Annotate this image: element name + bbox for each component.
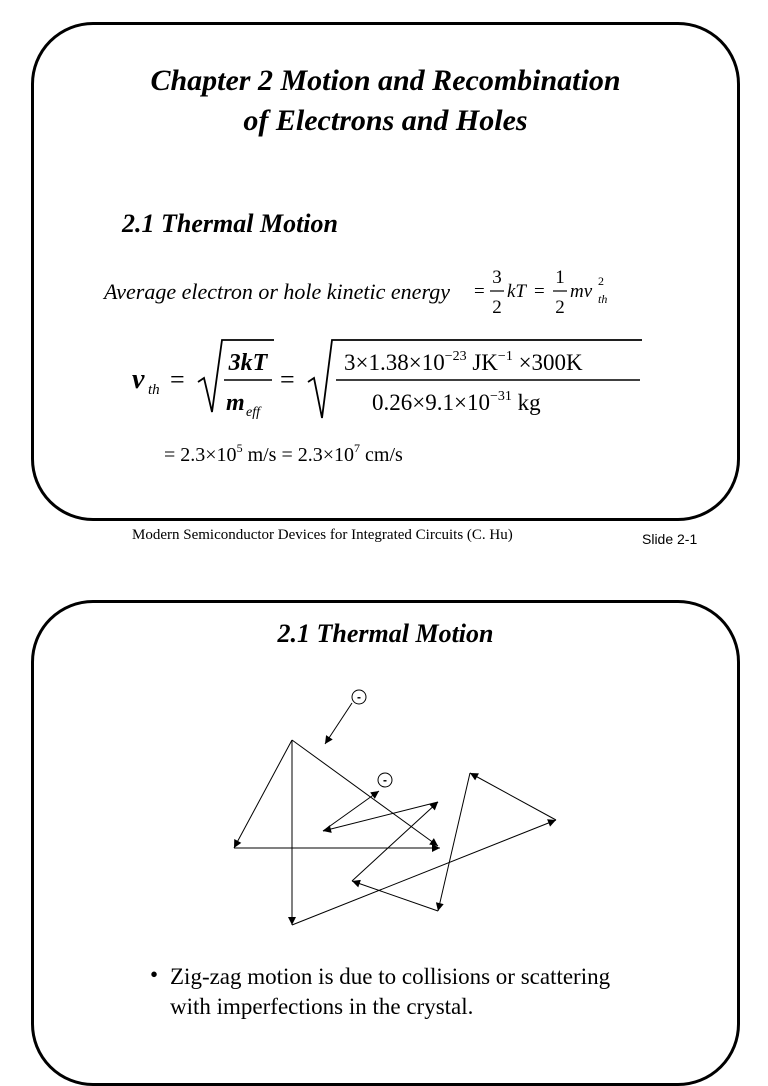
slide-1 (31, 22, 740, 521)
sqrt1-numerator: 3kT (228, 350, 268, 376)
svg-text:0.26×9.1×10−31 kg (372, 389, 541, 415)
kinetic-energy-label: Average electron or hole kinetic energy (104, 279, 450, 304)
bullet-text-line-2: with imperfections in the crystal. (170, 994, 474, 1019)
result-sup2: 7 (354, 441, 361, 455)
frac2-denominator: 2 (555, 297, 565, 318)
sqrt2-num-a: 3×1.38×10 (344, 350, 445, 375)
v-symbol: v (132, 364, 145, 395)
frac1-denominator: 2 (492, 297, 502, 318)
kinetic-energy-formula (474, 261, 674, 321)
mv-subscript: th (598, 292, 608, 306)
result-b: m/s = 2.3×10 (242, 444, 355, 466)
eq-sign: = (170, 365, 185, 394)
eq-sign-2: = (534, 281, 545, 302)
electron-2-label: - (383, 773, 387, 787)
eq-sign-2: = (280, 365, 295, 394)
slide-2-heading: 2.1 Thermal Motion (277, 619, 494, 648)
sqrt2-num-sup2: −1 (497, 349, 513, 364)
sqrt1-denominator-sub: eff (246, 405, 260, 420)
electron-1-label: - (357, 690, 361, 704)
zigzag-motion-diagram (34, 603, 737, 1023)
kT-term: kT (507, 281, 526, 302)
result-c: cm/s (360, 444, 403, 466)
slide-title-line-1: Chapter 2 Motion and Recombination (150, 64, 621, 97)
svg-text:3×1.38×10−23 JK−1 ×300K (344, 349, 583, 375)
mv-superscript: 2 (598, 274, 604, 288)
result-sup1: 5 (236, 441, 243, 455)
svg-text:= 2.3×105 m/s = 2.3×107 cm/s (164, 441, 403, 466)
bullet-marker: • (150, 962, 159, 987)
bullet-text-line-1: Zig-zag motion is due to collisions or scattering (170, 964, 611, 989)
sqrt2-num-c: ×300K (512, 350, 583, 375)
thermal-velocity-result (164, 433, 484, 473)
result-a: = 2.3×10 (164, 444, 237, 466)
section-heading: 2.1 Thermal Motion (122, 209, 338, 238)
slide-title-line-2: of Electrons and Holes (243, 104, 528, 137)
mv-term: mv (570, 281, 593, 302)
slide-number: Slide 2-1 (642, 531, 698, 547)
sqrt2-den-a: 0.26×9.1×10 (372, 390, 490, 415)
frac2-numerator: 1 (555, 267, 565, 288)
v-subscript: th (148, 382, 160, 398)
footer-citation: Modern Semiconductor Devices for Integrated Circuits (C. Hu) (132, 527, 513, 543)
eq-sign: = (474, 281, 485, 302)
slide-2 (31, 600, 740, 1086)
thermal-velocity-formula (114, 330, 674, 430)
sqrt2-den-sup: −31 (489, 389, 512, 404)
sqrt1-denominator: m (226, 390, 245, 416)
sqrt2-num-b: JK (466, 350, 498, 375)
frac1-numerator: 3 (492, 267, 502, 288)
sqrt2-den-b: kg (511, 390, 541, 415)
sqrt2-num-sup1: −23 (444, 349, 467, 364)
